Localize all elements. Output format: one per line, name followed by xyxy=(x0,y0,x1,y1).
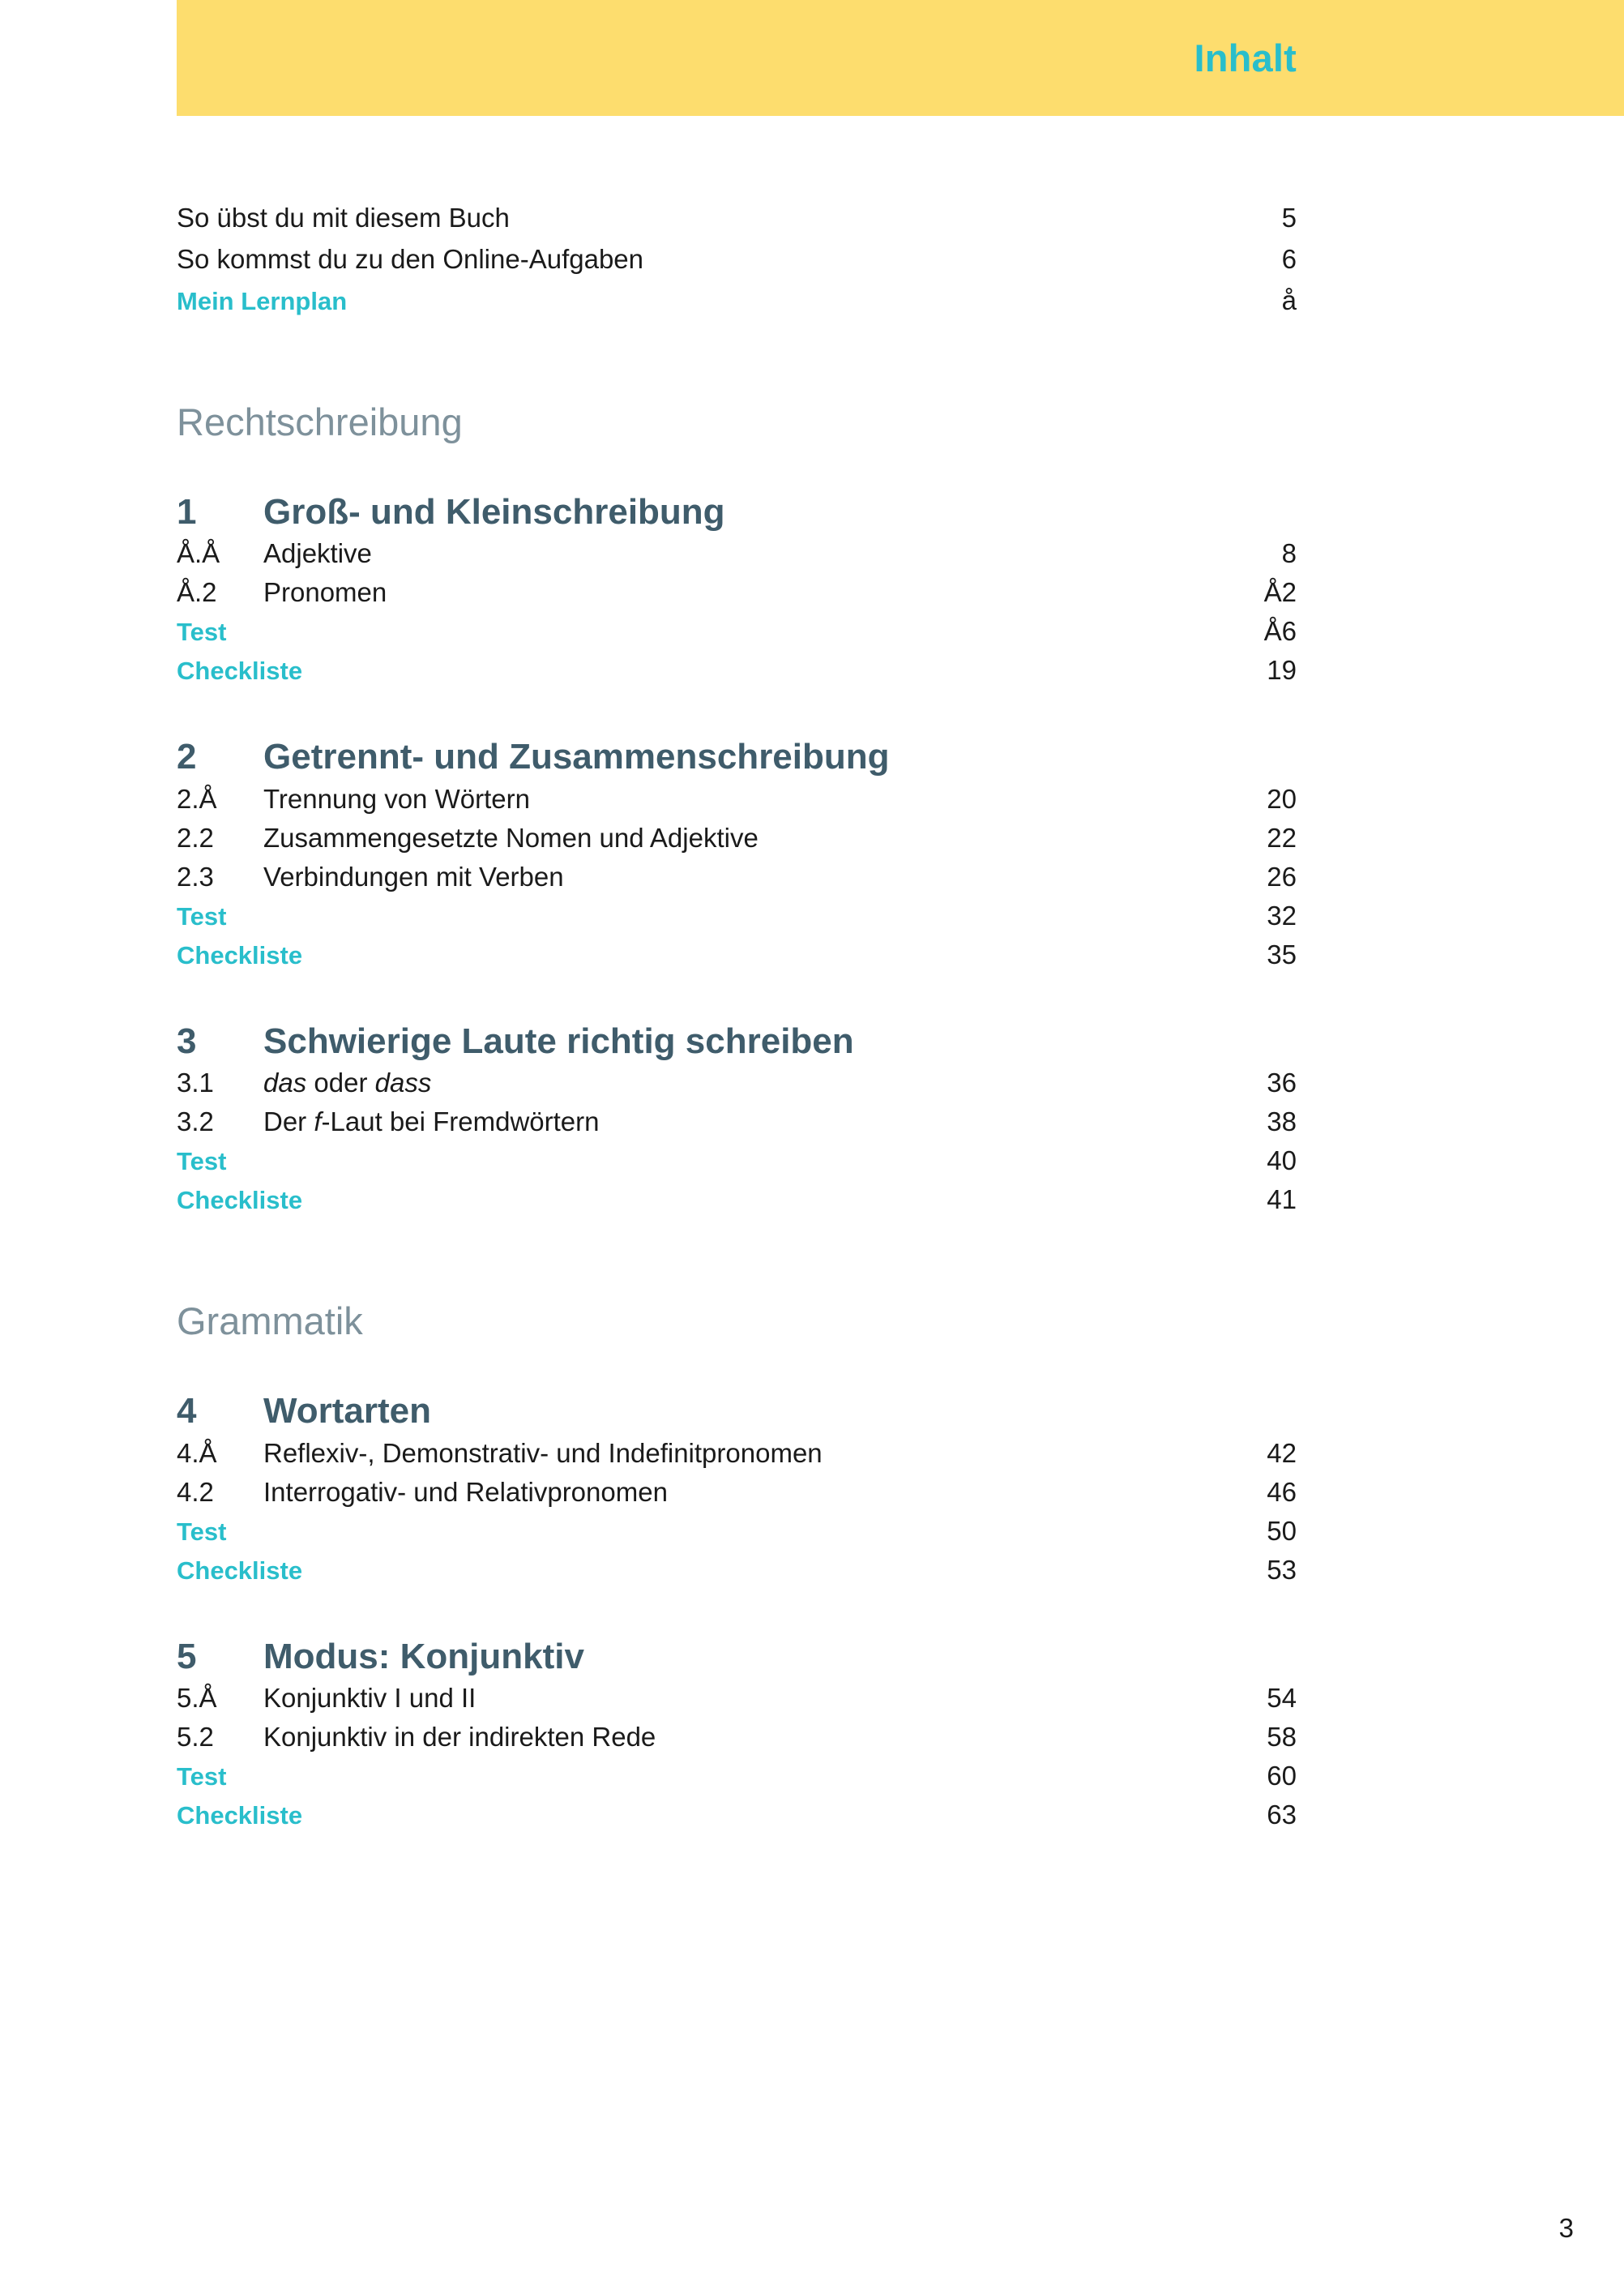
chapter-heading[interactable] xyxy=(177,1022,1297,1061)
chapter-title: Groß- und Kleinschreibung xyxy=(263,492,725,532)
toc-row-page-number: 22 xyxy=(1267,822,1297,853)
toc-row-page-number: 36 xyxy=(1267,1068,1297,1098)
toc-row-section[interactable] xyxy=(177,784,1297,815)
toc-row-special[interactable] xyxy=(177,1761,1297,1791)
toc-row-section[interactable] xyxy=(177,1068,1297,1098)
chapter-number: 2 xyxy=(177,737,197,777)
toc-row-page-number: 32 xyxy=(1267,900,1297,931)
toc-row-page-number: 35 xyxy=(1267,939,1297,969)
toc-row-special[interactable] xyxy=(177,901,1297,931)
toc-row-number: 3.1 xyxy=(177,1068,214,1098)
front-matter-row[interactable] xyxy=(177,285,1297,316)
chapter-heading[interactable] xyxy=(177,738,1297,777)
toc-row-page-number: Å2 xyxy=(1263,577,1297,608)
toc-row-page-number: 53 xyxy=(1267,1554,1297,1585)
toc-row-page-number: 60 xyxy=(1267,1760,1297,1791)
front-matter-page-number: 6 xyxy=(1281,244,1297,274)
toc-row-label: Verbindungen mit Verben xyxy=(263,861,564,892)
chapter-block xyxy=(177,738,1297,969)
toc-row-page-number: 8 xyxy=(1281,538,1297,569)
toc-row-section[interactable] xyxy=(177,577,1297,608)
chapter-title: Schwierige Laute richtig schreiben xyxy=(263,1021,854,1061)
front-matter-list xyxy=(177,116,1297,316)
toc-row-number: 3.2 xyxy=(177,1106,214,1137)
toc-row-label: Reflexiv-, Demonstrativ- und Indefinitpronomen xyxy=(263,1437,823,1468)
parts-container xyxy=(177,400,1297,1830)
toc-content xyxy=(177,116,1297,1838)
toc-row-special[interactable] xyxy=(177,1145,1297,1176)
toc-row-special[interactable] xyxy=(177,616,1297,647)
chapter-number: 4 xyxy=(177,1391,197,1432)
chapter-block xyxy=(177,1637,1297,1830)
toc-row-number: Å.2 xyxy=(177,577,217,608)
chapter-heading[interactable] xyxy=(177,1392,1297,1431)
front-matter-row[interactable] xyxy=(177,244,1297,275)
chapter-block xyxy=(177,1022,1297,1215)
toc-row-number: 2.3 xyxy=(177,861,214,892)
toc-row-label: Interrogativ- und Relativpronomen xyxy=(263,1476,668,1507)
chapter-block xyxy=(177,1392,1297,1585)
toc-row-label: Zusammengesetzte Nomen und Adjektive xyxy=(263,822,759,853)
toc-row-special-label: Checkliste xyxy=(177,1800,303,1830)
chapter-title: Wortarten xyxy=(263,1391,431,1432)
front-matter-page-number: 5 xyxy=(1281,203,1297,233)
chapter-number: 3 xyxy=(177,1021,197,1061)
toc-row-special-label: Checkliste xyxy=(177,1186,303,1215)
toc-row-section[interactable] xyxy=(177,862,1297,892)
toc-row-number: 4.Å xyxy=(177,1437,217,1468)
front-matter-label: So übst du mit diesem Buch xyxy=(177,203,510,233)
chapter-block xyxy=(177,493,1297,686)
toc-row-label: Adjektive xyxy=(263,538,372,569)
part-heading: Rechtschreibung xyxy=(177,400,463,443)
chapter-title: Modus: Konjunktiv xyxy=(263,1636,584,1676)
toc-row-label: das oder dass xyxy=(263,1068,432,1098)
toc-row-special-label: Checkliste xyxy=(177,940,303,969)
toc-row-number: 5.2 xyxy=(177,1721,214,1752)
toc-row-page-number: 58 xyxy=(1267,1721,1297,1752)
toc-row-special[interactable] xyxy=(177,1184,1297,1215)
toc-row-page-number: 20 xyxy=(1267,783,1297,814)
toc-row-special-label: Checkliste xyxy=(177,1556,303,1585)
front-matter-page-number: å xyxy=(1281,285,1297,315)
chapter-number: 1 xyxy=(177,492,197,532)
toc-row-special-label: Checkliste xyxy=(177,657,303,686)
footer-page-number: 3 xyxy=(1558,2213,1574,2243)
toc-row-section[interactable] xyxy=(177,1477,1297,1508)
toc-row-special[interactable] xyxy=(177,939,1297,970)
toc-row-section[interactable] xyxy=(177,1722,1297,1753)
toc-row-label: Trennung von Wörtern xyxy=(263,783,530,814)
front-matter-label: Mein Lernplan xyxy=(177,287,348,315)
toc-row-label: Konjunktiv in der indirekten Rede xyxy=(263,1721,656,1752)
toc-row-special-label: Test xyxy=(177,618,227,647)
toc-row-label: Pronomen xyxy=(263,577,387,608)
toc-row-section[interactable] xyxy=(177,823,1297,854)
toc-row-number: Å.Å xyxy=(177,538,220,569)
part-heading: Grammatik xyxy=(177,1299,363,1343)
toc-row-page-number: Å6 xyxy=(1263,616,1297,647)
toc-row-label: Konjunktiv I und II xyxy=(263,1682,477,1713)
toc-row-number: 4.2 xyxy=(177,1476,214,1507)
page-title: Inhalt xyxy=(1194,36,1297,79)
toc-row-page-number: 54 xyxy=(1267,1682,1297,1713)
toc-row-number: 2.Å xyxy=(177,783,217,814)
header-band xyxy=(177,0,1624,116)
toc-row-page-number: 50 xyxy=(1267,1515,1297,1546)
toc-row-page-number: 19 xyxy=(1267,655,1297,686)
toc-row-special-label: Test xyxy=(177,1761,227,1791)
toc-row-page-number: 26 xyxy=(1267,861,1297,892)
toc-row-section[interactable] xyxy=(177,1683,1297,1714)
toc-row-page-number: 40 xyxy=(1267,1145,1297,1176)
toc-row-page-number: 46 xyxy=(1267,1476,1297,1507)
toc-row-special-label: Test xyxy=(177,1147,227,1176)
front-matter-label: So kommst du zu den Online-Aufgaben xyxy=(177,244,644,274)
toc-row-special-label: Test xyxy=(177,1517,227,1546)
toc-row-special[interactable] xyxy=(177,1555,1297,1586)
toc-row-page-number: 41 xyxy=(1267,1184,1297,1215)
chapter-title: Getrennt- und Zusammenschreibung xyxy=(263,737,890,777)
toc-row-page-number: 63 xyxy=(1267,1799,1297,1830)
front-matter-row[interactable] xyxy=(177,203,1297,233)
toc-row-label: Der f-Laut bei Fremdwörtern xyxy=(263,1106,600,1137)
chapter-number: 5 xyxy=(177,1636,197,1676)
toc-row-page-number: 42 xyxy=(1267,1437,1297,1468)
toc-row-number: 2.2 xyxy=(177,822,214,853)
toc-row-page-number: 38 xyxy=(1267,1106,1297,1137)
toc-row-special[interactable] xyxy=(177,1800,1297,1830)
chapter-heading[interactable] xyxy=(177,493,1297,532)
toc-row-special[interactable] xyxy=(177,655,1297,686)
chapter-heading[interactable] xyxy=(177,1637,1297,1676)
toc-row-section[interactable] xyxy=(177,1438,1297,1469)
toc-row-section[interactable] xyxy=(177,1106,1297,1137)
toc-row-section[interactable] xyxy=(177,538,1297,569)
toc-row-special-label: Test xyxy=(177,901,227,931)
toc-row-special[interactable] xyxy=(177,1516,1297,1547)
toc-row-number: 5.Å xyxy=(177,1682,217,1713)
